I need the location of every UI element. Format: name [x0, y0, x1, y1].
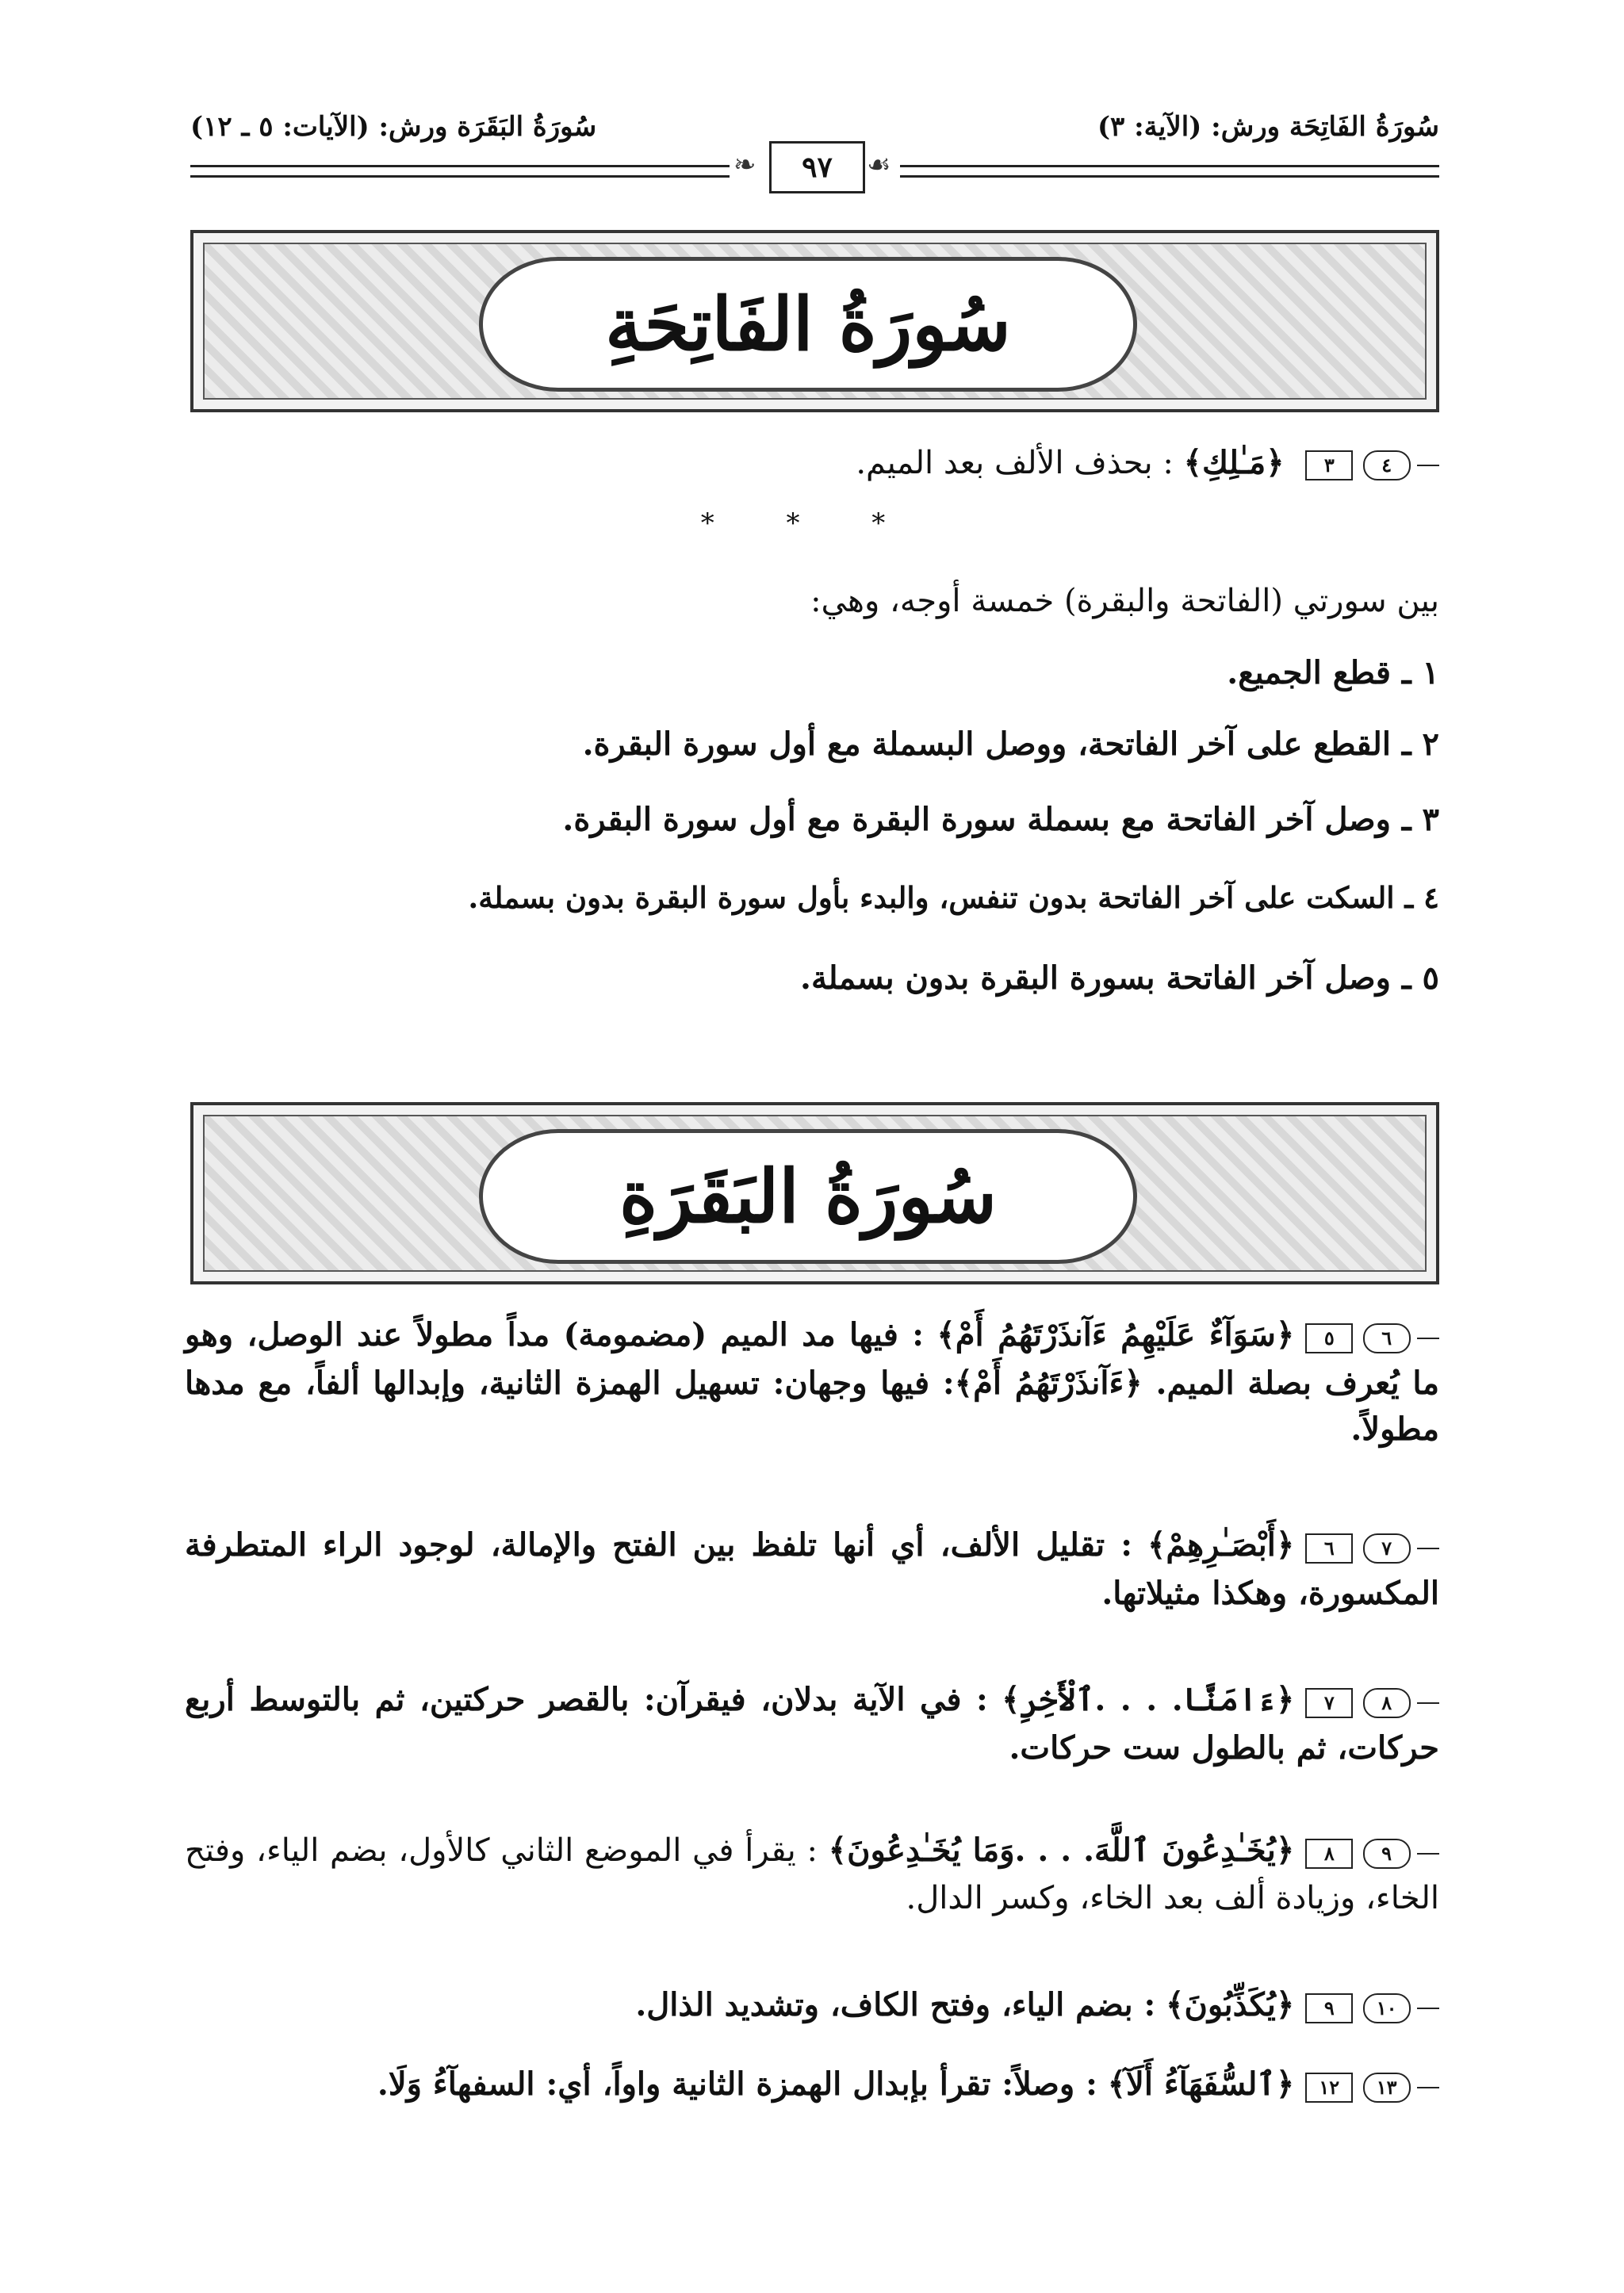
arrow-icon — [1417, 1847, 1439, 1860]
fatiha-entry — [185, 444, 1439, 492]
entry-text: : بضم الياء، وفتح الكاف، وتشديد الذال. — [635, 1986, 1156, 2023]
quran-quote: ﴿ءَامَنَّا. . . .ٱلْأَخِرِ﴾ — [1002, 1681, 1295, 1718]
baqara-entry — [185, 1522, 1439, 1617]
transition-item: ١ ـ قطع الجميع. — [1227, 654, 1439, 691]
transition-item: ٥ ـ وصل آخر الفاتحة بسورة البقرة بدون بسملة. — [800, 959, 1439, 997]
item-number: ١٣ — [1363, 2073, 1411, 2103]
arrow-icon — [1417, 1697, 1439, 1709]
entry-marker — [1305, 1680, 1439, 1725]
arrow-icon — [1417, 1332, 1439, 1345]
ayah-number: ٨ — [1305, 1839, 1353, 1869]
banner-cartouche — [479, 1129, 1137, 1264]
ornament-icon: ☙ — [867, 149, 891, 181]
entry-text: : بحذف الألف بعد الميم. — [856, 445, 1174, 481]
page-number: ٩٧ — [769, 141, 865, 193]
entry-marker — [1305, 2065, 1439, 2110]
ornament-icon: ❧ — [733, 149, 756, 181]
entry-marker — [1305, 1315, 1439, 1361]
entry-marker — [1305, 1985, 1439, 2031]
entry-text: : يقرأ في الموضع الثاني كالأول، بضم الياء، وفتح الخاء، وزيادة ألف بعد الخاء، وكسر الدال. — [185, 1832, 1439, 1916]
arrow-icon — [1417, 1542, 1439, 1555]
header-right-title: سُورَةُ الفَاتِحَة ورش: (الآية: ٣) — [1097, 111, 1439, 143]
quran-quote: ﴿يُخَـٰدِعُونَ ٱللَّهَ. . . .وَمَا يُخَـٰدِعُونَ﴾ — [828, 1832, 1295, 1869]
banner-cartouche — [479, 257, 1137, 392]
surah-banner-baqara — [190, 1102, 1439, 1284]
entry-text: : تقليل الألف، أي أنها تلفظ بين الفتح والإمالة، لوجود الراء المتطرفة المكسورة، وهكذا مثيلاتها. — [185, 1526, 1439, 1612]
ayah-number: ٣ — [1305, 450, 1353, 480]
ayah-number: ٩ — [1305, 1993, 1353, 2023]
arrow-icon — [1417, 2081, 1439, 2094]
transition-intro: بين سورتي (الفاتحة والبقرة) خمسة أوجه، وهي: — [810, 583, 1439, 619]
item-number: ٦ — [1363, 1323, 1411, 1353]
quran-quote: ﴿أَبْصَـٰرِهِمْ﴾ — [1147, 1526, 1295, 1564]
item-number: ٤ — [1363, 450, 1411, 480]
header-rule-right — [900, 165, 1439, 178]
item-number: ٩ — [1363, 1839, 1411, 1869]
baqara-entry — [185, 1828, 1439, 1921]
entry-text: : في الآية بدلان، فيقرآن: بالقصر حركتين، ثم بالتوسط أربع حركات، ثم بالطول ست حركات. — [185, 1681, 1439, 1767]
baqara-entry — [185, 1312, 1439, 1453]
item-number: ١٠ — [1363, 1993, 1411, 2023]
transition-item: ٢ ـ القطع على آخر الفاتحة، ووصل البسملة مع أول سورة البقرة. — [582, 725, 1439, 763]
surah-banner-fatiha — [190, 230, 1439, 412]
quran-quote: ﴿سَوَآءٌ عَلَيْهِمُ ءَآنذَرْتَهُمُ أَمْ﴾ — [936, 1316, 1295, 1353]
ayah-number: ٦ — [1305, 1533, 1353, 1564]
arrow-icon — [1417, 459, 1439, 472]
baqara-entry — [185, 1677, 1439, 1771]
quran-quote: ﴿مَـٰلِكِ﴾ — [1183, 444, 1285, 481]
separator-stars: * * * — [700, 507, 917, 539]
header-rule-left — [190, 165, 730, 178]
quran-quote: ﴿ٱلسُّفَهَآءُ أَلَآ﴾ — [1107, 2065, 1295, 2103]
baqara-entry — [185, 1982, 1439, 2031]
arrow-icon — [1417, 2002, 1439, 2015]
entry-text: : وصلاً: تقرأ بإبدال الهمزة الثانية واواً، أي: السفهآءُ وَلَا. — [377, 2065, 1097, 2103]
ayah-number: ٥ — [1305, 1323, 1353, 1353]
entry-marker — [1305, 1831, 1439, 1876]
entry-marker — [1305, 1525, 1439, 1571]
entry-marker — [1305, 450, 1439, 480]
header-left-title: سُورَةُ البَقَرَة ورش: (الآيات: ٥ ـ ١٢) — [190, 111, 597, 143]
baqara-entry — [185, 2061, 1439, 2110]
item-number: ٨ — [1363, 1688, 1411, 1718]
entry-text: : فيها مد الميم (مضمومة) مداً مطولاً عند الوصل، وهو ما يُعرف بصلة الميم. ﴿ءَآنذَرْتَهُمُ أَمْ﴾: فيها وجهان: تسهيل الهمزة الثانية، وإبدالها ألفاً، مع مدها مطولاً. — [185, 1316, 1439, 1448]
transition-item: ٤ ـ السكت على آخر الفاتحة بدون تنفس، والبدء بأول سورة البقرة بدون بسملة. — [468, 880, 1439, 915]
ayah-number: ١٢ — [1305, 2073, 1353, 2103]
ayah-number: ٧ — [1305, 1688, 1353, 1718]
surah-title: سُورَةُ الفَاتِحَةِ — [605, 281, 1011, 367]
quran-quote: ﴿يُكَذِّبُونَ﴾ — [1166, 1986, 1295, 2023]
transition-item: ٣ ـ وصل آخر الفاتحة مع بسملة سورة البقرة مع أول سورة البقرة. — [562, 801, 1439, 838]
surah-title: سُورَةُ البَقَرَةِ — [619, 1154, 998, 1239]
item-number: ٧ — [1363, 1533, 1411, 1564]
